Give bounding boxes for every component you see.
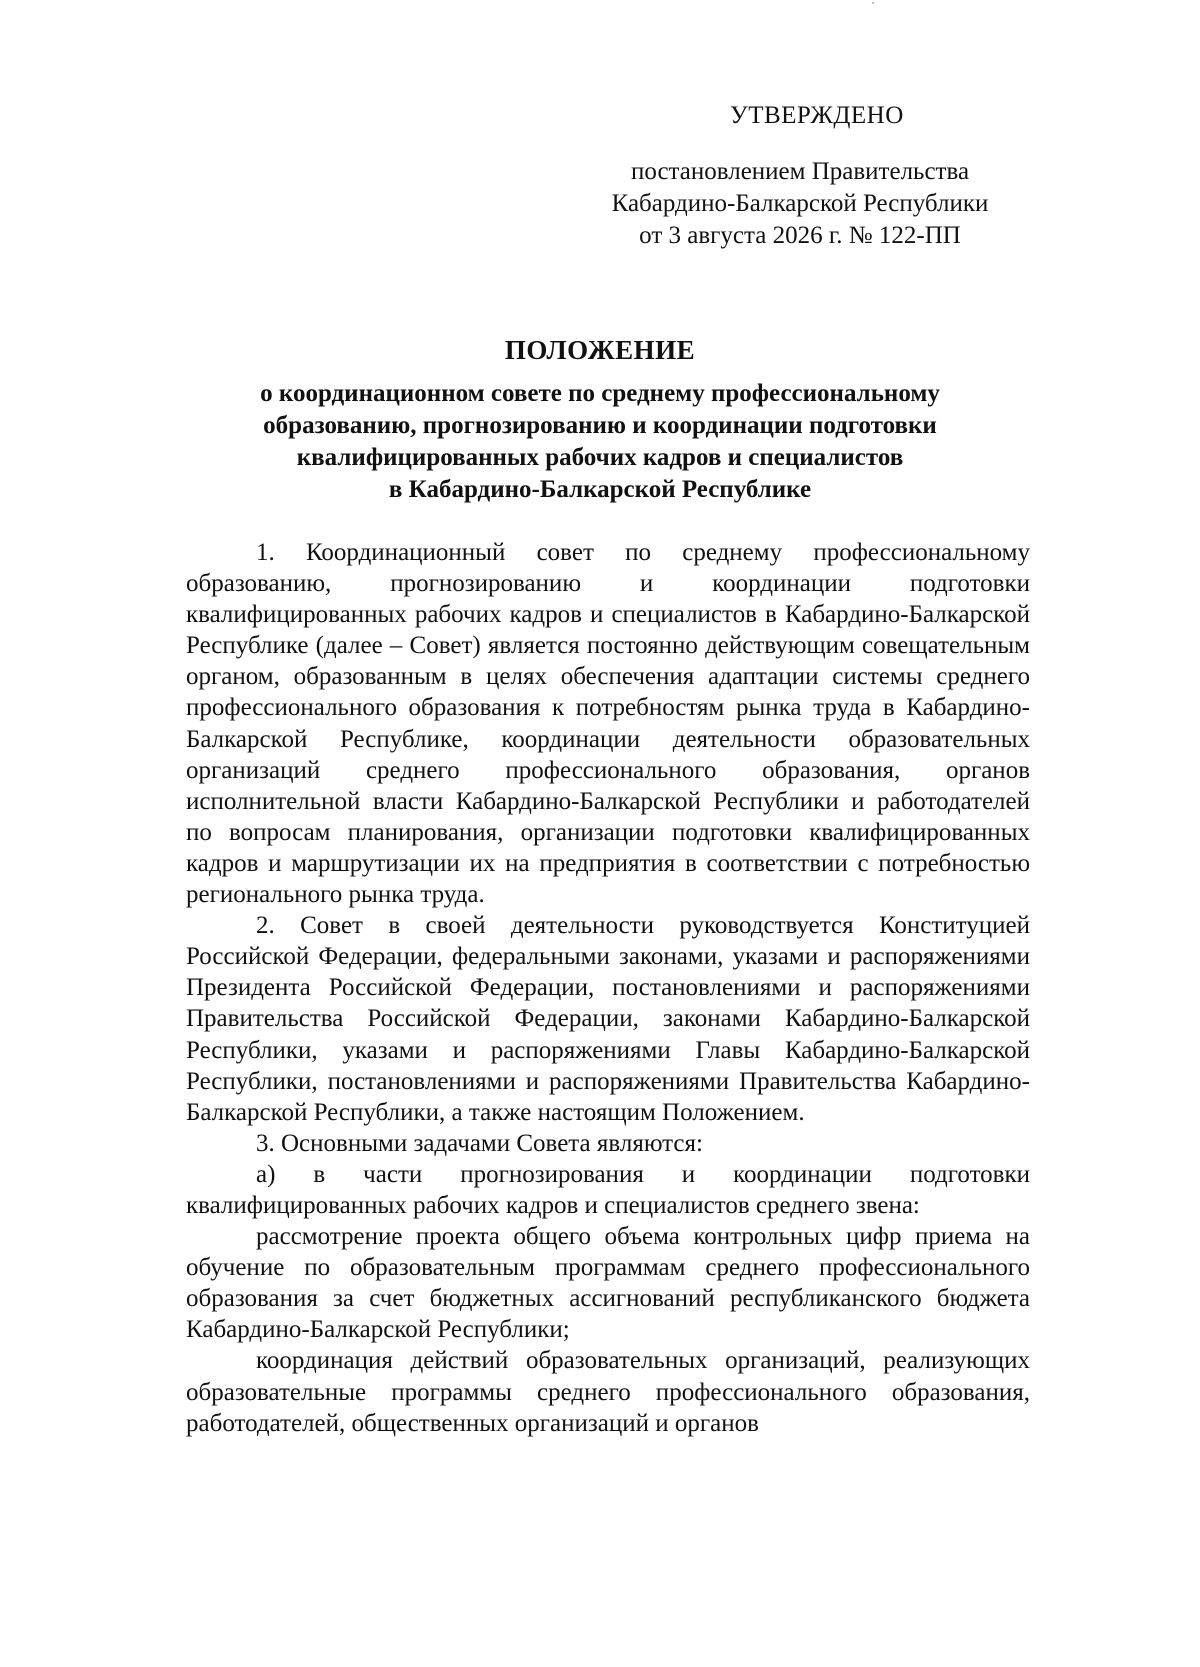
subtitle-line: в Кабардино-Балкарской Республике [388,476,812,503]
document-body [186,537,1030,1439]
approval-block [560,100,1040,252]
paragraph-3a: а) в части прогнозирования и координации подготовки квалифицированных рабочих кадров и специалистов среднего звена: [186,1160,1030,1219]
approval-title: УТВЕРЖДЕНО [730,102,904,129]
approval-line: от 3 августа 2026 г. № 122-ПП [639,222,961,249]
paragraph-3a-item-2: координация действий образовательных организаций, реализующих образовательные программы среднего профессионального образования, работодателей, общественных организаций и органов [186,1347,1030,1437]
subtitle-line: квалифицированных рабочих кадров и специалистов [296,444,904,471]
approval-line: постановлением Правительства [630,158,970,185]
paragraph-3a-item-1: рассмотрение проекта общего объема контрольных цифр приема на обучение по образовательным программам среднего профессионального образования за счет бюджетных ассигнований республиканского бюджета Кабардино-Балкарской Республики; [186,1223,1030,1344]
scan-artifact [872,2,874,4]
approval-line: Кабардино-Балкарской Республики [611,190,989,217]
document-subtitle [180,378,1020,506]
paragraph-1: 1. Координационный совет по среднему профессиональному образованию, прогнозированию и координации подготовки квалифицированных рабочих кадров и специалистов в Кабардино-Балкарской Республике (далее – Совет) является постоянно действующим совещательным органом, образованным в целях обеспечения адаптации системы среднего профессионального образования к потребностям рынка труда в Кабардино-Балкарской Республике, координации деятельности образовательных организаций среднего профессионального образования, органов исполнительной власти Кабардино-Балкарской Республики и работодателей по вопросам планирования, организации подготовки квалифицированных кадров и маршрутизации их на предприятия в соответствии с потребностью регионального рынка труда. [186,539,1030,909]
subtitle-line: о координационном совете по среднему профессиональному [260,380,940,407]
subtitle-line: образованию, прогнозированию и координации подготовки [263,412,937,439]
paragraph-2: 2. Совет в своей деятельности руководствуется Конституцией Российской Федерации, федеральными законами, указами и распоряжениями Президента Российской Федерации, постановлениями и распоряжениями Правительства Российской Федерации, законами Кабардино-Балкарской Республики, указами и распоряжениями Главы Кабардино-Балкарской Республики, постановлениями и распоряжениями Правительства Кабардино-Балкарской Республики, а также настоящим Положением. [186,912,1030,1126]
paragraph-3: 3. Основными задачами Совета являются: [256,1129,703,1157]
document-title: ПОЛОЖЕНИЕ [504,335,696,365]
